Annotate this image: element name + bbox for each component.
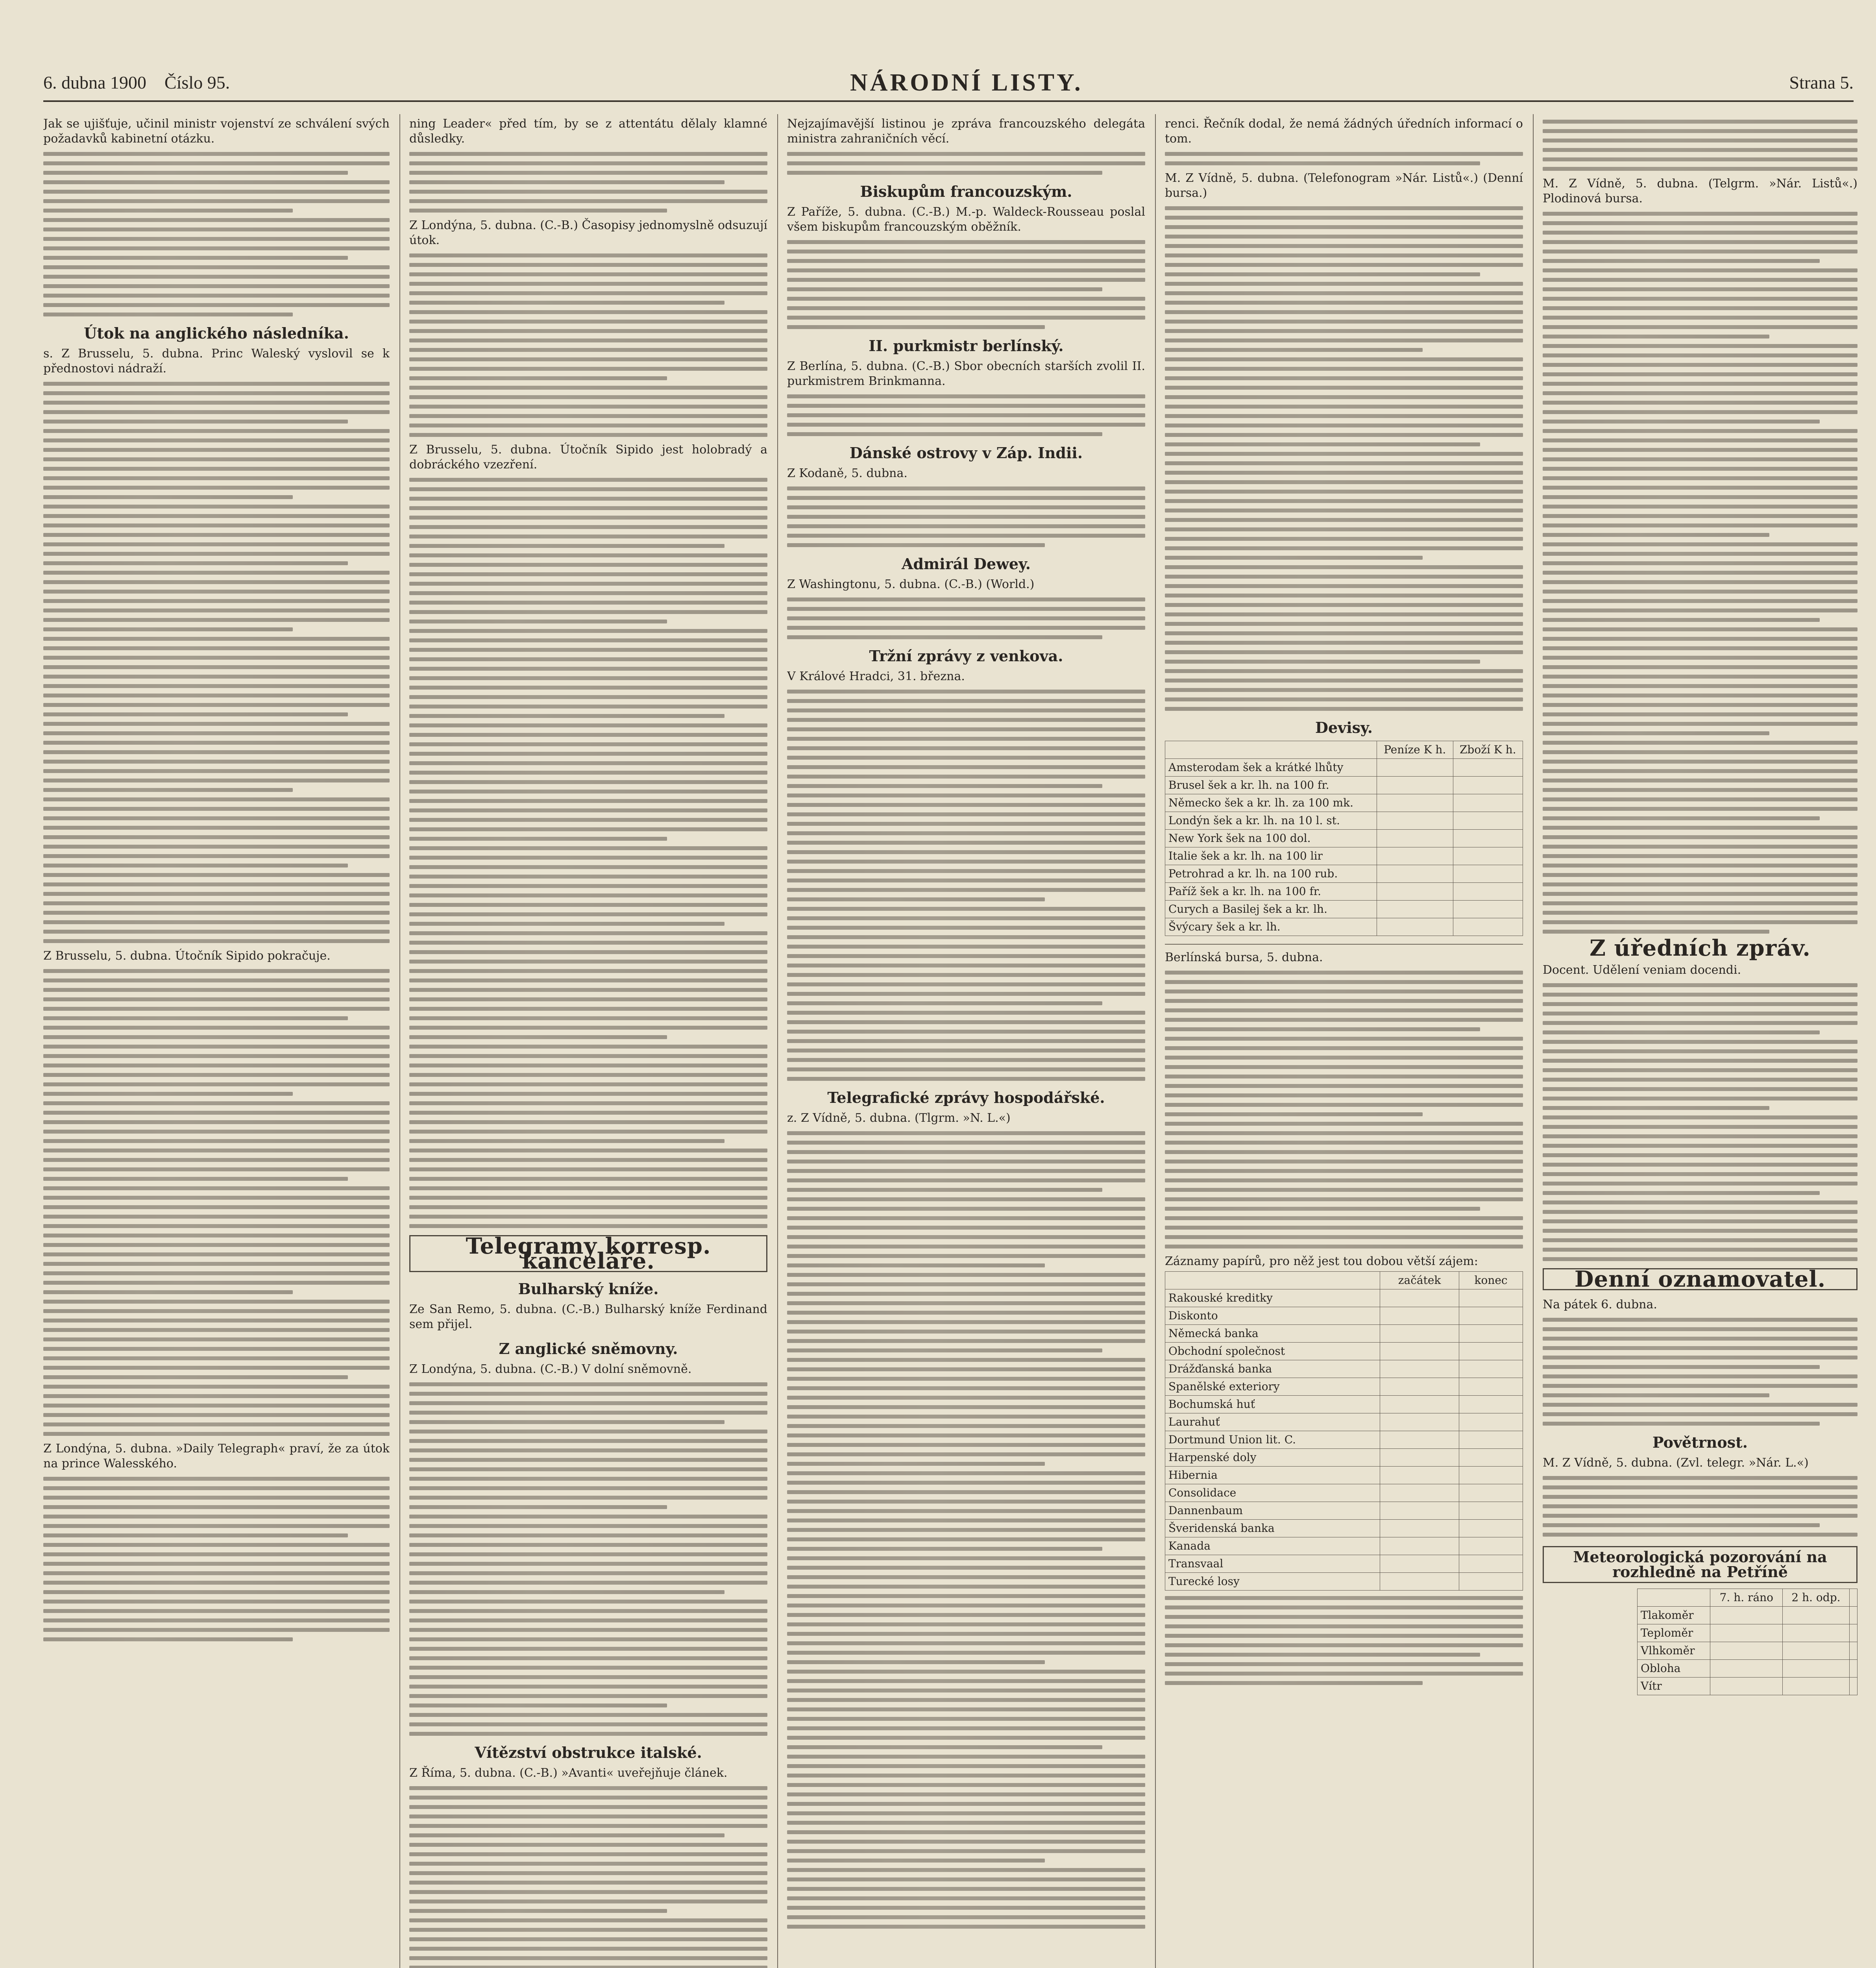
table-row: Spanělské exteriory (1165, 1378, 1523, 1396)
table-row: Německo šek a kr. lh. za 100 mk. (1165, 794, 1523, 812)
column-separator (1533, 114, 1534, 1968)
column-header: Peníze K h. (1377, 741, 1453, 759)
column-header: Zboží K h. (1453, 741, 1523, 759)
section-title: Vítězství obstrukce italské. (475, 1744, 702, 1761)
column-2 (409, 114, 767, 1968)
table-row: Curych a Basilej šek a kr. lh. (1165, 901, 1523, 918)
devisy-table (1165, 741, 1523, 936)
column-separator (777, 114, 778, 1968)
article-lead: Z Washingtonu, 5. dubna. (C.-B.) (World.) (787, 577, 1035, 591)
column-3 (787, 114, 1145, 1968)
section-heading: Denní oznamovatel. (1543, 1268, 1858, 1290)
article-body (1543, 983, 1858, 1261)
table-row: Tlakoměr (1638, 1607, 1858, 1624)
table-row: Turecké losy (1165, 1573, 1523, 1591)
column-header: 2 h. odp. (1783, 1589, 1849, 1607)
column-header (1849, 1589, 1857, 1607)
table-row: Amsterodam šek a krátké lhůty (1165, 759, 1523, 777)
article-lead: z. Z Vídně, 5. dubna. (Tlgrm. »N. L.«) (787, 1111, 1011, 1125)
section-title: Telegrafické zprávy hospodářské. (827, 1089, 1105, 1106)
header-rule (43, 100, 1854, 102)
date: 6. dubna 1900 (43, 72, 146, 92)
article-body (409, 253, 767, 437)
table-row: New York šek na 100 dol. (1165, 830, 1523, 847)
table-row: Šveridenská banka (1165, 1520, 1523, 1537)
article-body (787, 240, 1145, 329)
table-row: Kanada (1165, 1537, 1523, 1555)
article-lead: Z Říma, 5. dubna. (C.-B.) »Avanti« uveřejňuje článek. (409, 1766, 728, 1780)
section-title: Bulharský kníže. (518, 1280, 659, 1298)
column-5 (1543, 114, 1858, 1968)
article-lead: Z Brusselu, 5. dubna. Útočník Sipido jest holobradý a dobráckého vzezření. (409, 443, 767, 472)
article-lead: V Králové Hradci, 31. března. (787, 670, 965, 683)
column-header: 7. h. ráno (1710, 1589, 1783, 1607)
article-lead: Ze San Remo, 5. dubna. (C.-B.) Bulharský kníže Ferdinand sem přijel. (409, 1302, 767, 1331)
table-row: Londýn šek a kr. lh. na 10 l. st. (1165, 812, 1523, 830)
telegrams-heading: Telegramy korresp. kanceláře. (409, 1235, 767, 1272)
section-title: Meteorologická pozorování na rozhledně na Petříně (1543, 1546, 1858, 1583)
table-row: Petrohrad a kr. lh. na 100 rub. (1165, 865, 1523, 883)
column-header: konec (1459, 1272, 1523, 1289)
issue-number: Číslo 95. (164, 72, 230, 92)
article-lead: Z Paříže, 5. dubna. (C.-B.) M.-p. Waldeck-Rousseau poslal všem biskupům francouzským oběžník. (787, 205, 1145, 234)
article-body (1543, 1318, 1858, 1426)
table-row: Drážďanská banka (1165, 1360, 1523, 1378)
article-body (409, 1786, 767, 1968)
article-lead: Z Londýna, 5. dubna. (C.-B.) V dolní sněmovně. (409, 1362, 692, 1376)
weather-table (1637, 1589, 1858, 1695)
table-row: Vítr (1638, 1678, 1858, 1695)
table-row: Teploměr (1638, 1624, 1858, 1642)
article-lead: Na pátek 6. dubna. (1543, 1298, 1657, 1311)
column-separator (399, 114, 400, 1968)
article-body (787, 690, 1145, 1081)
table-row: Brusel šek a kr. lh. na 100 fr. (1165, 777, 1523, 794)
article-lead: Docent. Udělení veniam docendi. (1543, 963, 1741, 977)
article-body (787, 1131, 1145, 1929)
page-number: Strana 5. (1789, 72, 1854, 92)
table-row: Dortmund Union lit. C. (1165, 1431, 1523, 1449)
table-row: Diskonto (1165, 1307, 1523, 1325)
article-lead: Nejzajímavější listinou je zpráva francouzského delegáta ministra zahraničních věcí. (787, 117, 1145, 146)
page-header (43, 69, 1861, 96)
article-lead: Z Kodaně, 5. dubna. (787, 466, 908, 480)
table-row: Harpenské doly (1165, 1449, 1523, 1467)
article-body (787, 152, 1145, 175)
article-lead: s. Z Brusselu, 5. dubna. Princ Waleský vyslovil se k přednostovi nádraží. (43, 347, 390, 375)
table-row: Bochumská huť (1165, 1396, 1523, 1413)
article-body (409, 152, 767, 213)
section-title: Admirál Dewey. (902, 555, 1031, 573)
article-body (1165, 152, 1523, 165)
section-title: Povětrnost. (1652, 1433, 1748, 1451)
section-title: Z anglické sněmovny. (499, 1340, 678, 1358)
table-row: Hibernia (1165, 1467, 1523, 1484)
table-row: Consolidace (1165, 1484, 1523, 1502)
table-row: Obchodní společnost (1165, 1343, 1523, 1360)
table-row: Oblohа (1638, 1660, 1858, 1678)
column-header (1165, 1272, 1380, 1289)
papers-table (1165, 1271, 1523, 1591)
article-lead: M. Z Vídně, 5. dubna. (Telgrm. »Nár. Listů«.) Plodinová bursa. (1543, 177, 1858, 205)
article-lead: renci. Řečník dodal, že nemá žádných úředních informací o tom. (1165, 117, 1523, 146)
column-header (1638, 1589, 1710, 1607)
article-lead: Z Londýna, 5. dubna. »Daily Telegraph« praví, že za útok na prince Walesského. (43, 1442, 390, 1470)
section-title: Útok na anglického následníka. (84, 324, 349, 342)
column-1 (43, 114, 390, 1968)
section-title: II. purkmistr berlínský. (869, 337, 1064, 355)
table-row: Italie šek a kr. lh. na 100 lir (1165, 847, 1523, 865)
article-body (43, 1477, 390, 1641)
article-body (1165, 971, 1523, 1248)
article-body (409, 1382, 767, 1736)
section-title: Devisy. (1315, 719, 1373, 736)
table-row: Vlhkoměr (1638, 1642, 1858, 1660)
article-body (409, 478, 767, 1228)
table-row: Laurahuť (1165, 1413, 1523, 1431)
article-lead: Z Berlína, 5. dubna. (C.-B.) Sbor obecních starších zvolil II. purkmistrem Brinkmanna. (787, 359, 1145, 388)
article-lead: Z Londýna, 5. dubna. (C.-B.) Časopisy jednomyslně odsuzují útok. (409, 218, 767, 247)
section-title: Dánské ostrovy v Záp. Indii. (849, 444, 1083, 462)
article-lead: Berlínská bursa, 5. dubna. (1165, 951, 1323, 964)
article-lead: Záznamy papírů, pro něž jest tou dobou větší zájem: (1165, 1254, 1478, 1268)
section-heading: Z úředních zpráv. (1590, 935, 1811, 961)
article-body (1543, 1476, 1858, 1537)
article-lead: M. Z Vídně, 5. dubna. (Telefonogram »Nár. Listů«.) (Denní bursa.) (1165, 171, 1523, 200)
article-body (43, 969, 390, 1436)
column-4 (1165, 114, 1523, 1968)
table-row: Dannenbaum (1165, 1502, 1523, 1520)
article-body (1165, 206, 1523, 711)
article-body (43, 382, 390, 943)
masthead: NÁRODNÍ LISTY. (850, 69, 1083, 96)
table-row: Paříž šek a kr. lh. na 100 fr. (1165, 883, 1523, 901)
table-row: Rakouské kreditky (1165, 1289, 1523, 1307)
column-header (1165, 741, 1377, 759)
article-body (1165, 1596, 1523, 1685)
table-row: Německá banka (1165, 1325, 1523, 1343)
article-body (1543, 212, 1858, 934)
column-separator (1155, 114, 1156, 1968)
section-title: Biskupům francouzským. (860, 183, 1072, 200)
article-body (787, 597, 1145, 639)
article-body (787, 486, 1145, 547)
article-lead: Z Brusselu, 5. dubna. Útočník Sipido pokračuje. (43, 949, 331, 963)
article-body (43, 152, 390, 316)
table-row: Transvaal (1165, 1555, 1523, 1573)
column-header: začátek (1380, 1272, 1459, 1289)
article-lead: ning Leader« před tím, by se z attentátu dělaly klamné důsledky. (409, 117, 767, 146)
article-body (1543, 120, 1858, 171)
article-body (787, 394, 1145, 436)
article-lead: Jak se ujišťuje, učinil ministr vojenství ze schválení svých požadavků kabinetní otázku. (43, 117, 390, 146)
article-lead: M. Z Vídně, 5. dubna. (Zvl. telegr. »Nár. L.«) (1543, 1456, 1809, 1470)
issue-date (43, 72, 230, 93)
table-row: Švýcary šek a kr. lh. (1165, 918, 1523, 936)
section-title: Tržní zprávy z venkova. (869, 647, 1063, 665)
